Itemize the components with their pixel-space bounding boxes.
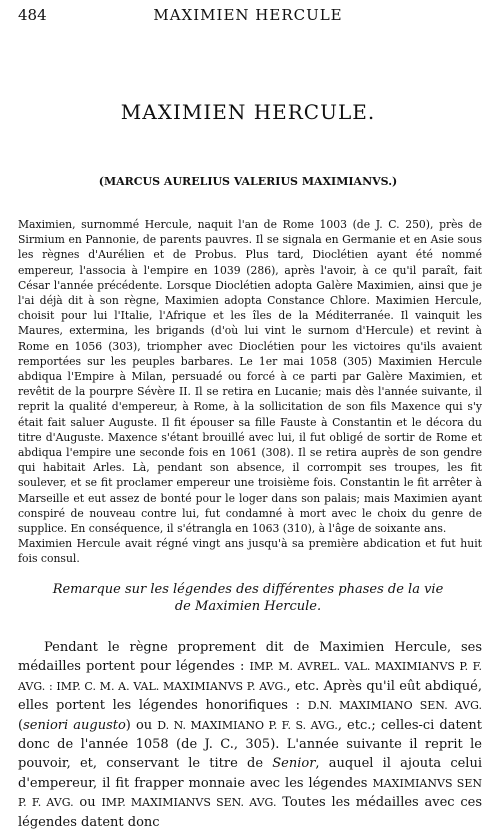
legend-italic-1: seniori augusto xyxy=(23,717,126,733)
legends-text-8: Toutes les médailles avec ces légendes datent donc xyxy=(18,795,483,830)
legends-text-7: ou xyxy=(73,795,102,811)
legend-italic-2: Senior xyxy=(272,756,316,772)
legends-paragraph xyxy=(18,638,482,832)
remark-heading xyxy=(30,581,466,615)
subtitle: (MARCUS AURELIUS VALERIUS MAXIMIANVS.) xyxy=(98,175,398,188)
legend-inscription-3: D. N. MAXIMIANO P. F. S. AVG. xyxy=(157,718,338,732)
biography-text xyxy=(18,217,482,567)
legends-text-4: ) ou xyxy=(125,717,158,733)
legend-inscription-4: MAXIMIANVS SEN P. F. AVG. xyxy=(18,776,482,810)
legends-text-5: , etc.; celles-ci datent donc de l'année 1058 (de J. C., 305). L'année suivante il reprit le pouvoir, et, conservant le titre de xyxy=(18,717,482,772)
biography-paragraph-2: Maximien Hercule avait régné vingt ans jusqu'à sa première abdication et fut huit fois consul. xyxy=(18,537,482,566)
remark-heading-line-2: de Maximien Hercule. xyxy=(174,599,322,614)
running-title: MAXIMIEN HERCULE xyxy=(153,6,343,24)
biography-paragraph-1: Maximien, surnommé Hercule, naquit l'an de Rome 1003 (de J. C. 250), près de Sirmium en Pannonie, de parents pauvres. Il se signala en Germanie et en Asie sous les règnes d'Aurélien et de Probus. Plus tard, Dioclétien ayant été nommé empereur, l'associa à l'empire en 1039 (286), après l'avoir, à ce qu'il paraît, fait César l'année précédente. Lorsque Dioclétien adopta Galère Maximien, ainsi que je l'ai déjà dit à son règne, Maximien adopta Constance Chlore. Maximien Hercule, choisit pour lui l'Italie, l'Afrique et les îles de la Méditerranée. Il vainquit les Maures, extermina, les brigands (d'où lui vint le surnom d'Hercule) et revint à Rome en 1056 (303), triompher avec Dioclétien pour les victoires qu'ils avaient remportées sur les peuples barbares. Le 1er mai 1058 (305) Maximien Hercule abdiqua l'Empire à Milan, persuadé ou forcé à ce parti par Galère Maximien, et revêtit de la pourpre Sévère II. Il se retira en Lucanie; mais dès l'année suivante, il reprit la qualité d'empereur, à Rome, à la sollicitation de son fils Maxence qui s'y était fait saluer Auguste. Il fit épouser sa fille Fauste à Constantin et le décora du titre d'Auguste. Maxence s'étant brouillé avec lui, il fut obligé de sortir de Rome et abdiqua l'empire une seconde fois en 1061 (308). Il se retira auprès de son gendre qui habitait Arles. Là, pendant son absence, il corrompit ses troupes, les fit soulever, et se fit proclamer empereur une troisième fois. Constantin le fit arrêter à Marseille et eut assez de bonté pour le loger dans son palais; mais Maximien ayant conspiré de nouveau contre lui, fut condamné à mort avec le choix du genre de supplice. En conséquence, il s'étrangla en 1063 (310), à l'âge de soixante ans. xyxy=(18,218,482,536)
legends-text-3: ( xyxy=(18,717,24,733)
running-head xyxy=(18,6,478,26)
legends-text-1: Pendant le règne proprement dit de Maximien Hercule, ses médailles portent pour légendes : xyxy=(18,640,482,675)
legend-inscription-1: IMP. M. AVREL. VAL. MAXIMIANVS P. F. AVG. : IMP. C. M. A. VAL. MAXIMIANVS P. AVG. xyxy=(18,660,482,693)
page-number: 484 xyxy=(18,6,47,24)
legends-text-2: , etc. Après qu'il eût abdiqué, elles portent les légendes honorifiques : xyxy=(18,678,483,714)
legend-inscription-5: IMP. MAXIMIANVS SEN. AVG. xyxy=(101,796,277,810)
page-title: MAXIMIEN HERCULE. xyxy=(120,100,376,124)
legends-text-6: , auquel il ajouta celui d'empereur, il fit frapper monnaie avec les légendes xyxy=(18,756,482,791)
legend-inscription-2: D.N. MAXIMIANO SEN. AVG. xyxy=(307,699,483,713)
remark-heading-line-1: Remarque sur les légendes des différentes phases de la vie xyxy=(52,582,444,597)
